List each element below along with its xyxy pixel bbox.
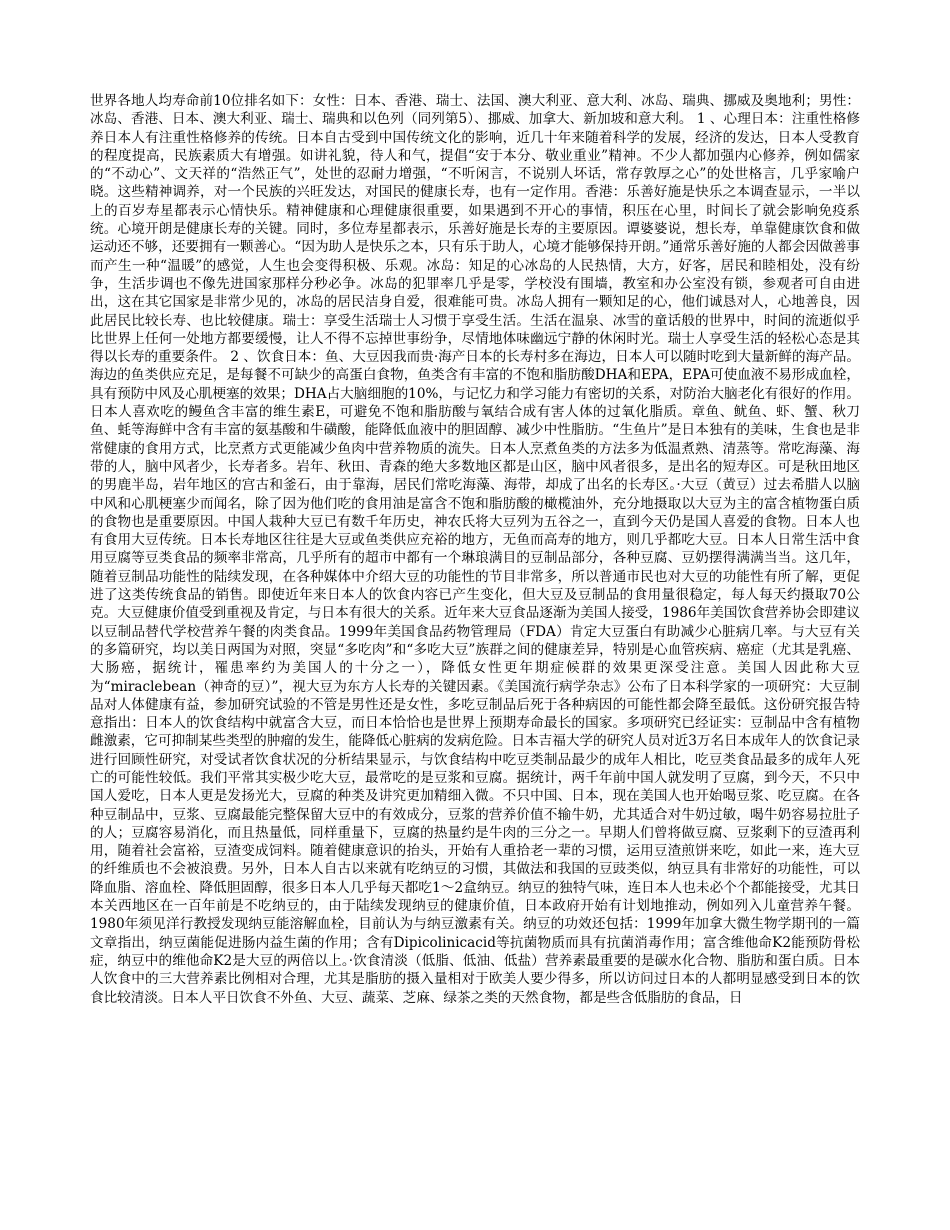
body-paragraph: 世界各地人均寿命前10位排名如下：女性：日本、香港、瑞士、法国、澳大利亚、意大利、冰岛、瑞典、挪威及奥地利；男性：冰岛、香港、日本、澳大利亚、瑞士、瑞典和以色列（同列第5）、挪威、加拿大、新加坡和意大利。 1 、心理日本：注重性格修养日本人有注重性格修养的传统。日本自古受到中国传统文化的影响，近几十年来随着科学的发展，经济的发达，日本人受教育的程度提高，民族素质大有增强。如讲礼貌，待人和气，提倡“安于本分、敬业重业”精神。不少人都加强内心修养，例如儒家的“不动心”、文天祥的“浩然正气”，处世的忍耐力增强，“不听闲言，不说别人坏话，常存敦厚之心”的处世格言，几乎家喻户晓。这些精神调养，对一个民族的兴旺发达，对国民的健康长寿，也有一定作用。香港：乐善好施是快乐之本调查显示，一半以上的百岁寿星都表示心情快乐。精神健康和心理健康很重要，如果遇到不开心的事情，积压在心里，时间长了就会影响免疫系统。心境开朗是健康长寿的关键。同时，多位寿星都表示，乐善好施是长寿的主要原因。谭婆婆说，想长寿，单靠健康饮食和做运动还不够，还要拥有一颗善心。“因为助人是快乐之本，只有乐于助人，心境才能够保持开朗。”通常乐善好施的人都会因做善事而产生一种“温暖”的感觉，人生也会变得积极、乐观。冰岛：知足的心冰岛的人民热情，大方，好客，居民和睦相处，没有纷争，生活步调也不像先进国家那样分秒必争。冰岛的犯罪率几乎是零，学校没有围墙，教室和办公室没有锁，参观者可自由进出，这在其它国家是非常少见的，冰岛的居民洁身自爱，很难能可贵。冰岛人拥有一颗知足的心，他们诚恳对人，心地善良，因此居民比较长寿、也比较健康。瑞士：享受生活瑞士人习惯于享受生活。生活在温泉、冰雪的童话般的世界中，时间的流逝似乎比世界上任何一处地方都要缓慢，让人不得不忘掉世事纷争，尽情地体味幽远宁静的休闲时光。瑞士人享受生活的轻松心态是其得以长寿的重要条件。 2 、饮食日本：鱼、大豆因我而贵·海产日本的长寿村多在海边，日本人可以随时吃到大量新鲜的海产品。海边的鱼类供应充足，是每餐不可缺少的高蛋白食物，鱼类含有丰富的不饱和脂肪酸DHA和EPA，EPA可使血液不易形成血栓，具有预防中风及心肌梗塞的效果；DHA占大脑细胞的10%，与记忆力和学习能力有密切的关系，对防治大脑老化有很好的作用。日本人喜欢吃的鳗鱼含丰富的维生素E，可避免不饱和脂肪酸与氧结合成有害人体的过氧化脂质。章鱼、鱿鱼、虾、蟹、秋刀鱼、蚝等海鲜中含有丰富的氨基酸和牛磺酸，能降低血液中的胆固醇、减少中性脂肪。“生鱼片”是日本独有的美味，生食也是非常健康的食用方式，比烹煮方式更能减少鱼肉中营养物质的流失。日本人烹煮鱼类的方法多为低温煮熟、清蒸等。常吃海藻、海带的人，脑中风者少，长寿者多。岩年、秋田、青森的绝大多数地区都是山区，脑中风者很多，是出名的短寿区。可是秋田地区的男鹿半岛，岩年地区的宫古和釜石，由于靠海，居民们常吃海藻、海带，却成了出名的长寿区。·大豆（黄豆）过去希腊人以脑中风和心肌梗塞少而闻名，除了因为他们吃的食用油是富含不饱和脂肪酸的橄榄油外，充分地摄取以大豆为主的富含植物蛋白质的食物也是重要原因。中国人栽种大豆已有数千年历史，神农氏将大豆列为五谷之一，直到今天仍是国人喜爱的食物。日本人也有食用大豆传统。日本长寿地区往往是大豆或鱼类供应充裕的地方，无鱼而高寿的地方，则几乎都吃大豆。日本人日常生活中食用豆腐等豆类食品的频率非常高，几乎所有的超市中都有一个琳琅满目的豆制品部分，各种豆腐、豆奶摆得满满当当。这几年，随着豆制品功能性的陆续发现，在各种媒体中介绍大豆的功能性的节目非常多，所以普通市民也对大豆的功能性有所了解，更促进了这类传统食品的销售。即使近年来日本人的饮食内容已产生变化，但大豆及豆制品的食用量很稳定，每人每天约摄取70公克。大豆健康价值受到重视及肯定，与日本有很大的关系。近年来大豆食品逐渐为美国人接受，1986年美国饮食营养协会即建议以豆制品替代学校营养午餐的肉类食品。1999年美国食品药物管理局（FDA）肯定大豆蛋白有助减少心脏病几率。与大豆有关的多篇研究，均以美日两国为对照，突显“多吃肉”和“多吃大豆”族群之间的健康差异，特别是心血管疾病、癌症（尤其是乳癌、大肠癌，据统计，罹患率约为美国人的十分之一），降低女性更年期症候群的效果更深受注意。美国人因此称大豆为“miraclebean（神奇的豆）”，视大豆为东方人长寿的关键因素。《美国流行病学杂志》公布了日本科学家的一项研究：大豆制品对人体健康有益，参加研究试验的不管是男性还是女性，多吃豆制品后死于各种病因的可能性都会降至最低。这份研究报告特意指出：日本人的饮食结构中就富含大豆，而日本恰恰也是世界上预期寿命最长的国家。多项研究已经证实：豆制品中含有植物雌激素，它可抑制某些类型的肿瘤的发生，能降低心脏病的发病危险。日本吉福大学的研究人员对近3万名日本成年人的饮食记录进行回顾性研究，对受试者饮食状况的分析结果显示，与饮食结构中吃豆类制品最少的成年人相比，吃豆类食品最多的成年人死亡的可能性较低。我们平常其实极少吃大豆，最常吃的是豆浆和豆腐。据统计，两千年前中国人就发明了豆腐，到今天，不只中国人爱吃，日本人更是发扬光大，豆腐的种类及讲究更加精细入微。不只中国、日本，现在美国人也开始喝豆浆、吃豆腐。在各种豆制品中，豆浆、豆腐最能完整保留大豆中的有效成分，豆浆的营养价值不输牛奶，尤其适合对牛奶过敏，喝牛奶容易拉肚子的人；豆腐容易消化，而且热量低，同样重量下，豆腐的热量约是牛肉的三分之一。早期人们曾将做豆腐、豆浆剩下的豆渣再利用，随着社会富裕，豆渣变成饲料。随着健康意识的抬头，开始有人重拾老一辈的习惯，运用豆渣煎饼来吃，如此一来，连大豆的纤维质也不会被浪费。另外，日本人自古以来就有吃纳豆的习惯，其做法和我国的豆豉类似，纳豆具有非常好的功能性，可以降血脂、溶血栓、降低胆固醇，很多日本人几乎每天都吃1～2盒纳豆。纳豆的独特气味，连日本人也未必个个都能接受，尤其日本关西地区在一百年前是不吃纳豆的，由于陆续发现纳豆的健康价值，日本政府开始有计划地推动，例如列入儿童营养午餐。1980年须见洋行教授发现纳豆能溶解血栓，目前认为与纳豆激素有关。纳豆的功效还包括：1999年加拿大微生物学期刊的一篇文章指出，纳豆菌能促进肠内益生菌的作用；含有Dipicolinicacid等抗菌物质而具有抗菌消毒作用；富含维他命K2能预防骨松症，纳豆中的维他命K2是大豆的两倍以上。·饮食清淡（低脂、低油、低盐）营养素最重要的是碳水化合物、脂肪和蛋白质。日本人饮食中的三大营养素比例相对合理，尤其是脂肪的摄入量相对于欧美人要少得多，所以访问过日本的人都明显感受到日本的饮食比较清淡。日本人平日饮食不外鱼、大豆、蔬菜、芝麻、绿茶之类的天然食物，都是些含低脂肪的食品，日 (90, 93, 860, 1006)
document-page (90, 92, 860, 1007)
